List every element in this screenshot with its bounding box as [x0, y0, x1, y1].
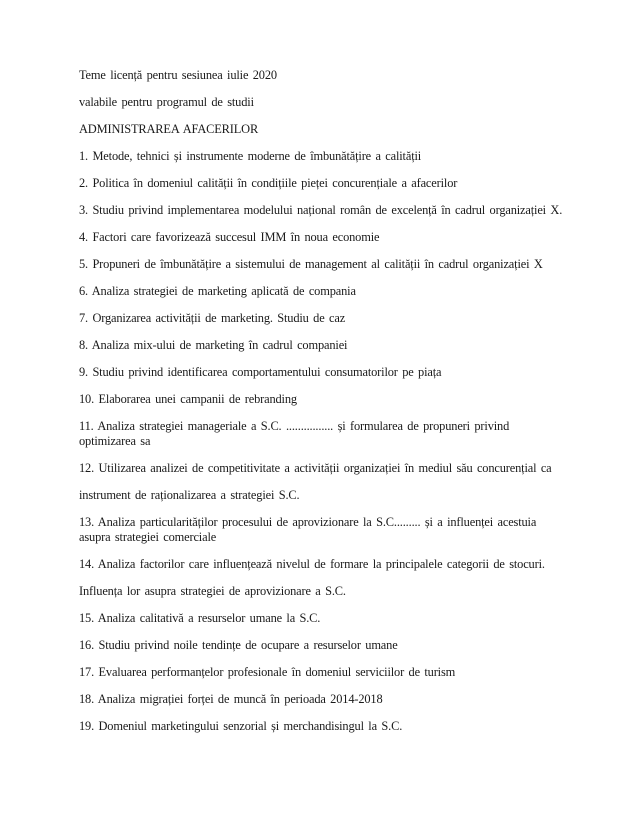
- topic-item: 9. Studiu privind identificarea comportamentului consumatorilor pe piața: [79, 365, 442, 379]
- document-subtitle: valabile pentru programul de studii: [79, 95, 254, 109]
- topic-item: 2. Politica în domeniul calității în condițiile pieței concurențiale a afacerilor: [79, 176, 458, 190]
- topic-item: 18. Analiza migrației forței de muncă în perioada 2014-2018: [79, 692, 383, 706]
- program-name: ADMINISTRAREA AFACERILOR: [79, 122, 259, 136]
- document-title: Teme licență pentru sesiunea iulie 2020: [79, 68, 277, 82]
- topic-item-continuation: asupra strategiei comerciale: [79, 530, 217, 544]
- topic-item: 14. Analiza factorilor care influențează nivelul de formare la principalele categorii de stocuri.: [79, 557, 545, 571]
- topic-item: 17. Evaluarea performanțelor profesionale în domeniul serviciilor de turism: [79, 665, 456, 679]
- topic-item: 7. Organizarea activității de marketing. Studiu de caz: [79, 311, 346, 325]
- topic-item: 4. Factori care favorizează succesul IMM în noua economie: [79, 230, 380, 244]
- topic-item-continuation: Influența lor asupra strategiei de aprovizionare a S.C.: [79, 584, 346, 598]
- topic-item: 13. Analiza particularităților procesului de aprovizionare la S.C......... și a influenței acestuia: [79, 515, 537, 529]
- topic-item: 16. Studiu privind noile tendințe de ocupare a resurselor umane: [79, 638, 398, 652]
- topic-item: 19. Domeniul marketingului senzorial și merchandisingul la S.C.: [79, 719, 403, 733]
- topic-item: 12. Utilizarea analizei de competitivitate a activității organizației în mediul său concurențial ca: [79, 461, 552, 475]
- topic-item: 10. Elaborarea unei campanii de rebranding: [79, 392, 297, 406]
- document-page: [79, 68, 604, 734]
- topic-item-continuation: instrument de raționalizarea a strategiei S.C.: [79, 488, 300, 502]
- topic-item: 3. Studiu privind implementarea modelului național român de excelență în cadrul organizației X.: [79, 203, 563, 217]
- topic-item: 8. Analiza mix-ului de marketing în cadrul companiei: [79, 338, 348, 352]
- topic-item: 6. Analiza strategiei de marketing aplicată de compania: [79, 284, 356, 298]
- topic-item-continuation: optimizarea sa: [79, 434, 151, 448]
- topic-item: 5. Propuneri de îmbunătățire a sistemului de management al calității în cadrul organizației X: [79, 257, 543, 271]
- topic-item: 11. Analiza strategiei manageriale a S.C. ................ și formularea de propuneri privind: [79, 419, 510, 433]
- topic-item: 1. Metode, tehnici și instrumente moderne de îmbunătățire a calității: [79, 149, 422, 163]
- topic-item: 15. Analiza calitativă a resurselor umane la S.C.: [79, 611, 321, 625]
